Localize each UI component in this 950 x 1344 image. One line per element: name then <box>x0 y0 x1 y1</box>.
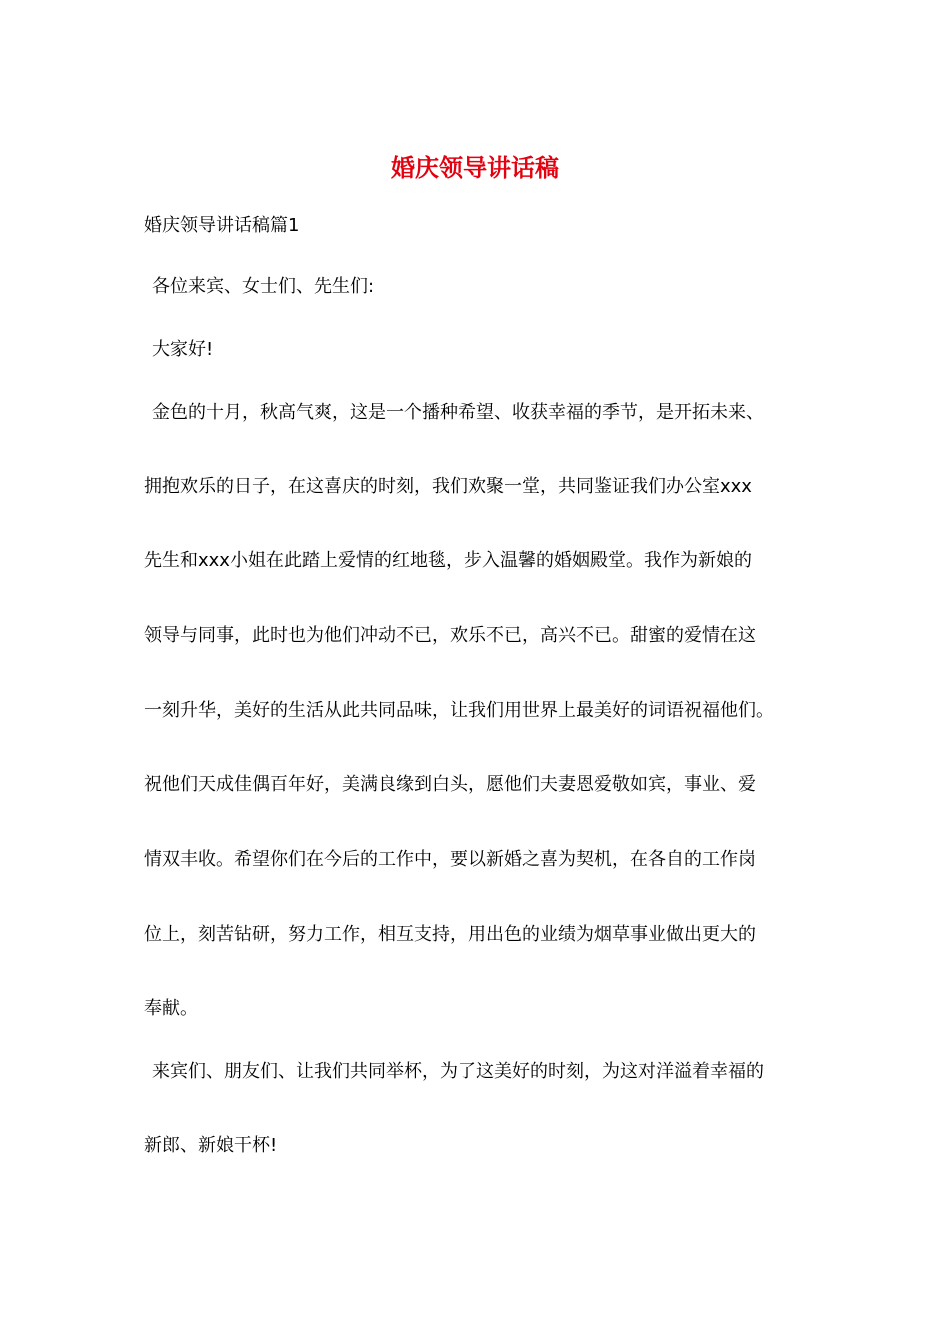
paragraph-line: 拥抱欢乐的日子，在这喜庆的时刻，我们欢聚一堂，共同鉴证我们办公室xxx <box>144 476 752 497</box>
paragraph-line: 金色的十月，秋高气爽，这是一个播种希望、收获幸福的季节，是开拓未来、 <box>152 402 764 423</box>
document-title: 婚庆领导讲话稿 <box>391 154 559 182</box>
paragraph-line: 奉献。 <box>144 998 198 1019</box>
paragraph-line: 来宾们、朋友们、让我们共同举杯，为了这美好的时刻，为这对洋溢着幸福的 <box>152 1061 764 1082</box>
section-heading: 婚庆领导讲话稿篇1 <box>144 215 300 236</box>
paragraph-line: 情双丰收。希望你们在今后的工作中，要以新婚之喜为契机，在各自的工作岗 <box>144 849 756 870</box>
paragraph-line: 祝他们天成佳偶百年好，美满良缘到白头，愿他们夫妻恩爱敬如宾，事业、爱 <box>144 774 756 795</box>
salutation: 各位来宾、女士们、先生们: <box>152 276 375 297</box>
paragraph-line: 先生和xxx小姐在此踏上爱情的红地毯，步入温馨的婚姻殿堂。我作为新娘的 <box>144 550 752 571</box>
paragraph-line: 位上，刻苦钻研，努力工作，相互支持，用出色的业绩为烟草事业做出更大的 <box>144 924 756 945</box>
paragraph-line: 领导与同事，此时也为他们冲动不已，欢乐不已，高兴不已。甜蜜的爱情在这 <box>144 625 756 646</box>
paragraph-line: 新郎、新娘干杯! <box>144 1135 278 1156</box>
paragraph-line: 一刻升华，美好的生活从此共同品味，让我们用世界上最美好的词语祝福他们。 <box>144 700 774 721</box>
greeting: 大家好! <box>152 339 214 360</box>
